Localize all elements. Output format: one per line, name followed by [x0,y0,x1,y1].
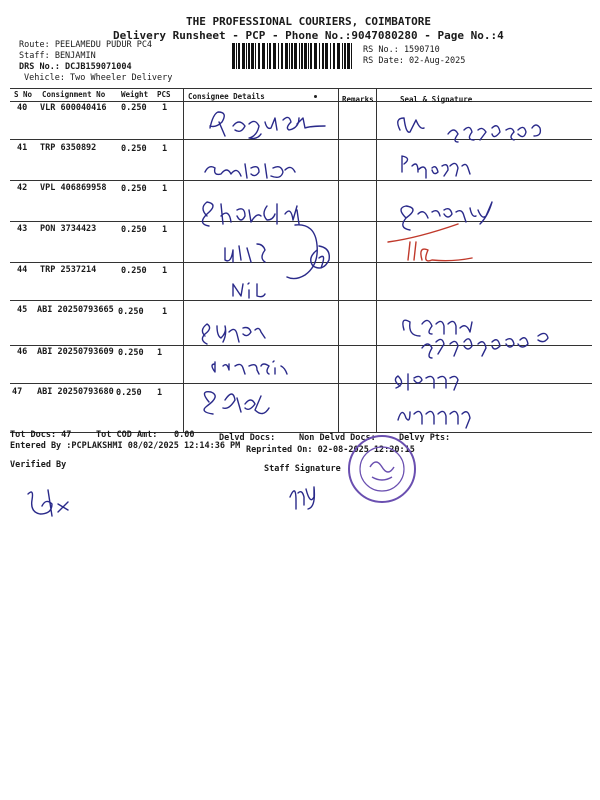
staff-signature [284,475,324,515]
barcode-bar [330,43,331,69]
rs-no: RS No.: 1590710 [363,45,440,55]
barcode-bar [267,43,268,69]
row-pcs: 1 [157,348,163,358]
row-consignment: VLR 600040416 [40,103,107,113]
barcode-bar [255,43,256,69]
barcode-bar [325,43,328,69]
barcode-bar [289,43,290,69]
staff-signature-label: Staff Signature [264,464,341,474]
circular-stamp [346,433,418,505]
barcode-bar [322,43,324,69]
col-seal: Seal & Signature [400,95,473,104]
barcode-bar [344,43,346,69]
barcode-bar [337,43,340,69]
barcode-bar [299,43,300,69]
barcode-bar [278,43,279,69]
row-sno: 43 [17,224,28,234]
drs-label: DRS No.: DCJB159071004 [19,62,132,72]
barcode-bar [291,43,293,69]
tot-cod-value: 0.00 [174,430,195,440]
barcode-bar [342,43,343,69]
barcode-bar [238,43,240,69]
row-sno: 47 [12,387,23,397]
reprinted-on: Reprinted On: 02-08-2025 12:20:15 [246,445,415,455]
barcode-bar [281,43,283,69]
barcode-bar [308,43,309,69]
row-sno: 46 [17,347,28,357]
row-weight: 0.250 [118,307,144,317]
barcode-bar [232,43,235,69]
row-sno: 42 [17,183,28,193]
row-consignment: TRP 2537214 [40,265,97,275]
row-weight: 0.250 [116,388,142,398]
barcode-bar [262,43,265,69]
col-sno: S No [14,90,33,99]
barcode-bar [347,43,350,69]
staff-label: Staff: BENJAMIN [19,51,96,61]
barcode-bar [333,43,335,69]
row-consignment: PON 3734423 [40,224,97,234]
row-weight: 0.250 [121,184,147,194]
runsheet-title: Delivery Runsheet - PCP - Phone No.:9047080280 - Page No.:4 [113,29,504,42]
column-divider [183,88,184,432]
col-weight: Weight [121,90,149,99]
row-sno: 44 [17,265,28,275]
col-remarks: Remarks [342,95,374,104]
row-weight: 0.250 [121,266,147,276]
delvy-pts: Delvy Pts: [399,433,451,443]
barcode-bar [258,43,260,69]
entered-by: Entered By :PCPLAKSHMI 08/02/2025 12:14:36 PM [10,441,241,451]
col-consignee: Consignee Details [188,92,265,101]
row-consignment: ABI 20250793680 [37,387,114,397]
route-label: Route: PEELAMEDU PUDUR PC4 [19,40,153,50]
barcode-bar [319,43,320,69]
company-name: THE PROFESSIONAL COURIERS, COIMBATORE [186,15,432,28]
row-weight: 0.250 [121,103,147,113]
barcode-bar [236,43,237,69]
barcode-bar [248,43,250,69]
row-sno: 41 [17,143,28,153]
row-consignment: ABI 20250793665 [37,305,114,315]
handwritten-consignee [185,100,345,435]
delvd-docs: Delvd Docs: [219,433,276,443]
row-weight: 0.250 [121,225,147,235]
row-pcs: 1 [162,103,168,113]
row-sno: 40 [17,103,28,113]
row-pcs: 1 [157,388,163,398]
barcode-bar [310,43,312,69]
verified-by: Verified By [10,460,67,470]
barcode-bar [301,43,303,69]
barcode-bar [314,43,317,69]
tot-docs: Tot Docs: 47 [10,430,72,440]
row-weight: 0.250 [118,348,144,358]
non-delvd-docs: Non Delvd Docs: [299,433,376,443]
col-pcs: PCS [157,90,171,99]
barcode-bar [273,43,276,69]
table-top-border [10,88,592,89]
barcode-bar [285,43,288,69]
row-pcs: 1 [162,266,168,276]
barcode-bar [242,43,245,69]
vehicle-label: Vehicle: Two Wheeler Delivery [24,73,173,83]
verified-signature [18,484,78,524]
rs-date: RS Date: 02-Aug-2025 [363,56,466,66]
col-consignment: Consignment No [42,90,106,99]
barcode-bar [294,43,297,69]
row-pcs: 1 [162,184,168,194]
barcode-bar [251,43,254,69]
barcode-bar [269,43,271,69]
row-consignment: TRP 6350892 [40,143,97,153]
handwritten-signatures [378,100,593,435]
row-pcs: 1 [162,307,168,317]
row-consignment: ABI 20250793609 [37,347,114,357]
header-dot [314,95,317,98]
barcode-bar [304,43,307,69]
row-pcs: 1 [162,225,168,235]
barcode-bar [246,43,247,69]
row-consignment: VPL 406869958 [40,183,107,193]
barcode [232,43,354,69]
column-divider [376,88,377,432]
barcode-bar [351,43,352,69]
row-weight: 0.250 [121,144,147,154]
row-sno: 45 [17,305,28,315]
tot-cod-label: Tot COD Amt: [96,430,158,440]
row-pcs: 1 [162,144,168,154]
